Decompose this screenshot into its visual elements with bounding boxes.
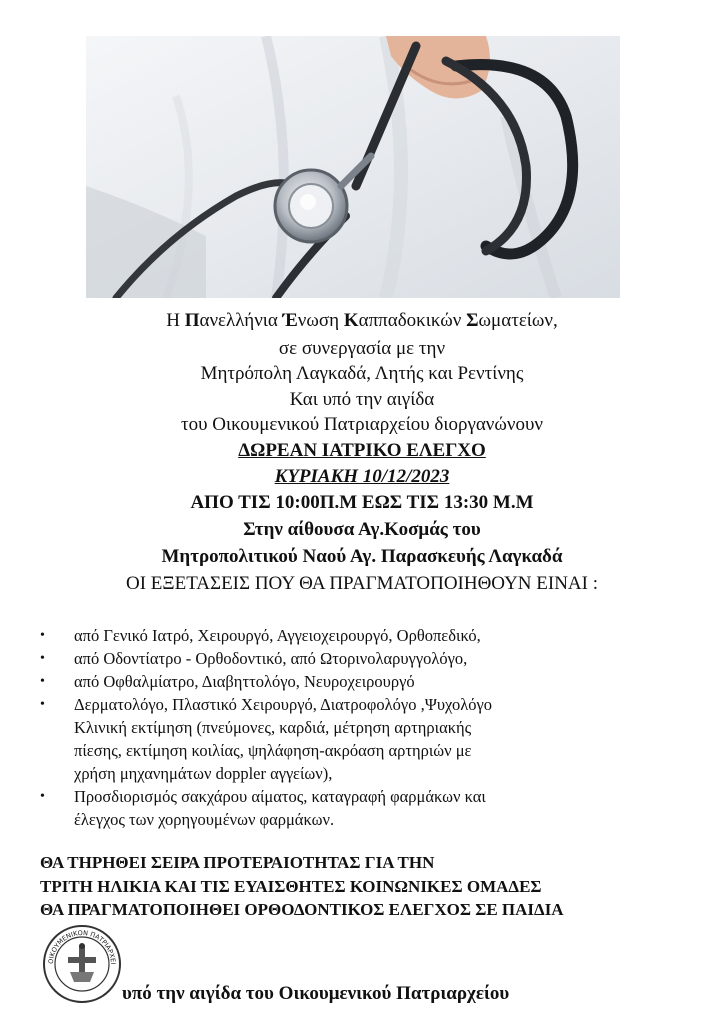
metropolis-line: Μητρόπολη Λαγκαδά, Λητής και Ρεντίνης bbox=[200, 363, 524, 384]
event-time: ΑΠΟ ΤΙΣ 10:00Π.Μ ΕΩΣ ΤΙΣ 13:30 Μ.Μ bbox=[190, 492, 534, 513]
bullet-icon: • bbox=[40, 697, 45, 712]
exams-heading: ΟΙ ΕΞΕΤΑΣΕΙΣ ΠΟΥ ΘΑ ΠΡΑΓΜΑΤΟΠΟΙΗΘΟΥΝ ΕΙΝΑΙ : bbox=[125, 573, 599, 594]
organizer-line: Η Πανελλήνια Ένωση Καππαδοκικών Σωματείων, bbox=[166, 310, 558, 331]
event-date: ΚΥΡΙΑΚΗ 10/12/2023 bbox=[274, 466, 450, 487]
bullet-icon: • bbox=[40, 628, 45, 643]
list-item: • Προσδιορισμός σακχάρου αίματος, καταγραφή φαρμάκων και έλεγχος των χορηγουμένων φαρμάκων. bbox=[40, 787, 486, 829]
event-venue-line2: Μητροπολιτικού Ναού Αγ. Παρασκευής Λαγκαδά bbox=[161, 546, 563, 567]
priority-note-line2: ΤΡΙΤΗ ΗΛΙΚΙΑ ΚΑΙ ΤΙΣ ΕΥΑΙΣΘΗΤΕΣ ΚΟΙΝΩΝΙΚΕΣ ΟΜΑΔΕΣ bbox=[40, 877, 542, 896]
footer-aegis: υπό την αιγίδα του Οικουμενικού Πατριαρχείου bbox=[122, 983, 510, 1004]
doctor-stethoscope-photo bbox=[86, 36, 620, 298]
bullet-icon: • bbox=[40, 789, 45, 804]
aegis-line: Και υπό την αιγίδα bbox=[289, 389, 435, 410]
bullet-icon: • bbox=[40, 651, 45, 666]
patriarchate-organize-line: του Οικουμενικού Πατριαρχείου διοργανώνουν bbox=[181, 414, 543, 435]
list-item: • από Γενικό Ιατρό, Χειρουργό, Αγγειοχειρουργό, Ορθοπεδικό, bbox=[40, 626, 481, 645]
svg-text:ΟΙΚΟΥΜΕΝΙΚΟΝ ΠΑΤΡΙΑΡΧΕΙΟΝ: ΟΙΚΟΥΜΕΝΙΚΟΝ ΠΑΤΡΙΑΡΧΕΙ bbox=[46, 928, 118, 965]
patriarchate-seal-icon bbox=[42, 924, 122, 1004]
list-item: • Δερματολόγο, Πλαστικό Χειρουργό, Διατροφολόγο ,Ψυχολόγο Κλινική εκτίμηση (πνεύμονες, καρδιά, μέτρηση αρτηριακής πίεσης, εκτίμηση κοιλίας, ψηλάφηση-ακρόαση αρτηριών με χρήση μηχανημάτων doppler αγγείων), bbox=[40, 695, 493, 783]
orthodontic-note: ΘΑ ΠΡΑΓΜΑΤΟΠΟΙΗΘΕΙ ΟΡΘΟΔΟΝΤΙΚΟΣ ΕΛΕΓΧΟΣ ΣΕ ΠΑΙΔΙΑ bbox=[40, 900, 564, 919]
list-item: • από Οδοντίατρο - Ορθοδοντικό, από Ωτορινολαρυγγολόγο, bbox=[40, 649, 468, 668]
exams-list bbox=[40, 624, 680, 831]
list-item: • από Οφθαλμίατρο, Διαβηττολόγο, Νευροχειρουργό bbox=[40, 672, 415, 691]
bullet-icon: • bbox=[40, 674, 45, 689]
event-venue-line1: Στην αίθουσα Αγ.Κοσμάς του bbox=[243, 519, 481, 540]
priority-note-line1: ΘΑ ΤΗΡΗΘΕΙ ΣΕΙΡΑ ΠΡΟΤΕΡΑΙΟΤΗΤΑΣ ΓΙΑ ΤΗΝ bbox=[40, 853, 435, 872]
cooperation-line: σε συνεργασία με την bbox=[278, 338, 446, 359]
event-title: ΔΩΡΕΑΝ ΙΑΤΡΙΚΟ ΕΛΕΓΧΟ bbox=[238, 440, 486, 461]
